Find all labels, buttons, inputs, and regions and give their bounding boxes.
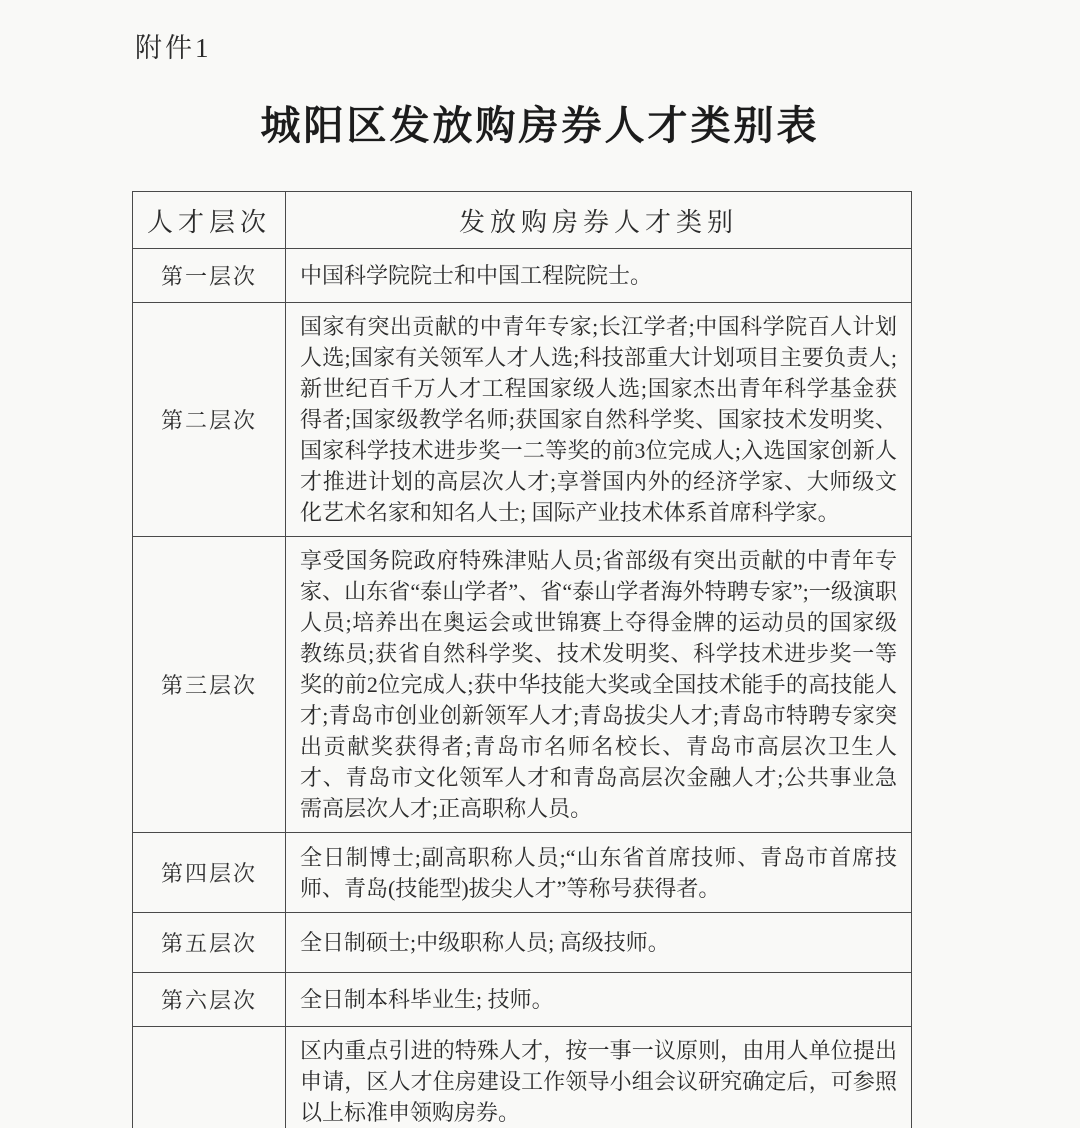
table-row — [133, 973, 912, 1027]
table-row — [133, 913, 912, 973]
category-cell: 中国科学院院士和中国工程院院士。 — [286, 249, 912, 303]
category-cell: 全日制博士;副高职称人员;“山东省首席技师、青岛市首席技师、青岛(技能型)拔尖人才”等称号获得者。 — [286, 833, 912, 913]
level-cell: 第二层次 — [133, 303, 286, 537]
table-row — [133, 1027, 912, 1128]
table-header-row — [133, 192, 912, 249]
level-cell: 第四层次 — [133, 833, 286, 913]
table-row — [133, 303, 912, 537]
category-cell: 享受国务院政府特殊津贴人员;省部级有突出贡献的中青年专家、山东省“泰山学者”、省“泰山学者海外特聘专家”;一级演职人员;培养出在奥运会或世锦赛上夺得金牌的运动员的国家级教练员;获省自然科学奖、技术发明奖、科学技术进步奖一等奖的前2位完成人;获中华技能大奖或全国技术能手的高技能人才;青岛市创业创新领军人才;青岛拔尖人才;青岛市特聘专家突出贡献奖获得者;青岛市名师名校长、青岛市高层次卫生人才、青岛市文化领军人才和青岛高层次金融人才;公共事业急需高层次人才;正高职称人员。 — [286, 537, 912, 833]
header-voucher-category: 发放购房券人才类别 — [286, 192, 912, 249]
table-body — [133, 249, 912, 1128]
level-cell: 第一层次 — [133, 249, 286, 303]
page-title: 城阳区发放购房券人才类别表 — [260, 104, 820, 148]
category-cell: 全日制本科毕业生; 技师。 — [286, 973, 912, 1027]
level-cell: 第六层次 — [133, 973, 286, 1027]
header-talent-level: 人才层次 — [133, 192, 286, 249]
table-row — [133, 833, 912, 913]
table-row — [133, 537, 912, 833]
category-cell: 全日制硕士;中级职称人员; 高级技师。 — [286, 913, 912, 973]
level-cell — [133, 1027, 286, 1128]
category-cell: 区内重点引进的特殊人才，按一事一议原则，由用人单位提出申请，区人才住房建设工作领导小组会议研究确定后，可参照以上标准申领购房券。 — [286, 1027, 912, 1128]
table-row — [133, 249, 912, 303]
attachment-label: 附件1 — [135, 33, 212, 63]
talent-category-table — [132, 191, 912, 1128]
level-cell: 第五层次 — [133, 913, 286, 973]
category-cell: 国家有突出贡献的中青年专家;长江学者;中国科学院百人计划人选;国家有关领军人才人选;科技部重大计划项目主要负责人;新世纪百千万人才工程国家级人选;国家杰出青年科学基金获得者;国家级教学名师;获国家自然科学奖、国家技术发明奖、国家科学技术进步奖一二等奖的前3位完成人;入选国家创新人才推进计划的高层次人才;享誉国内外的经济学家、大师级文化艺术名家和知名人士; 国际产业技术体系首席科学家。 — [286, 303, 912, 537]
level-cell: 第三层次 — [133, 537, 286, 833]
